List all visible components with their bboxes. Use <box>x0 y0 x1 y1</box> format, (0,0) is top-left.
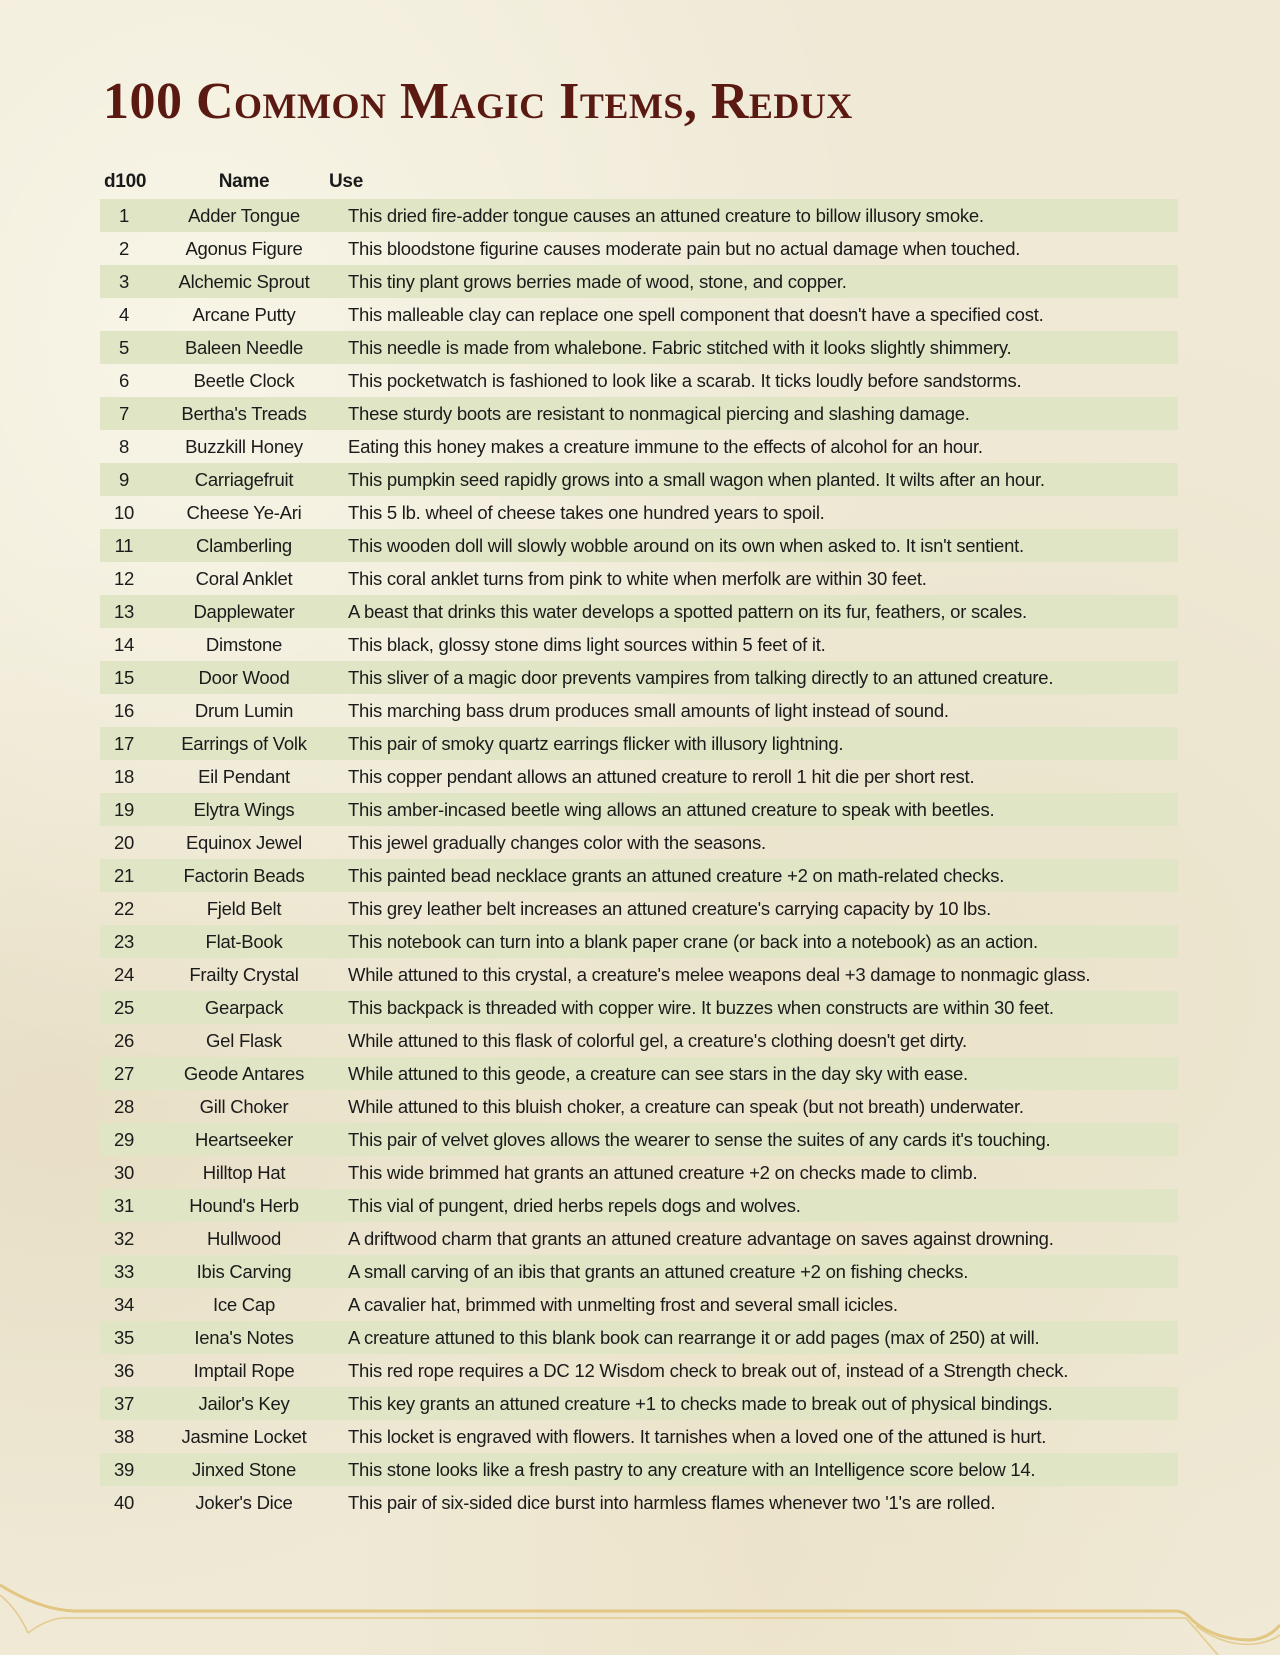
cell-name: Frailty Crystal <box>189 964 299 985</box>
cell-roll: 14 <box>113 634 135 655</box>
cell-use: This copper pendant allows an attuned creature to reroll 1 hit die per short rest. <box>348 766 975 787</box>
table-row <box>100 1420 1178 1453</box>
cell-name: Imptail Rope <box>193 1360 295 1381</box>
table-row <box>100 925 1178 958</box>
cell-use: A small carving of an ibis that grants an attuned creature +2 on fishing checks. <box>340 1255 1178 1288</box>
cell-name: Hullwood <box>206 1228 282 1249</box>
cell-roll: 27 <box>100 1057 148 1090</box>
cell-name: Earrings of Volk <box>148 727 340 760</box>
cell-use: This black, glossy stone dims light sources within 5 feet of it. <box>348 634 826 655</box>
cell-use: This pumpkin seed rapidly grows into a small wagon when planted. It wilts after an hour. <box>340 463 1178 496</box>
cell-name: Equinox Jewel <box>185 832 303 853</box>
cell-roll: 33 <box>100 1255 148 1288</box>
table-row <box>100 1123 1178 1156</box>
table-row <box>100 232 1178 265</box>
cell-roll: 39 <box>100 1453 148 1486</box>
table-row <box>100 1222 1178 1255</box>
table-row <box>100 892 1178 925</box>
cell-name: Jinxed Stone <box>148 1453 340 1486</box>
cell-use: This needle is made from whalebone. Fabric stitched with it looks slightly shimmery. <box>340 331 1178 364</box>
table-row <box>100 1189 1178 1222</box>
cell-name: Beetle Clock <box>193 370 295 391</box>
cell-roll: 38 <box>113 1426 135 1447</box>
table-row <box>100 331 1178 364</box>
cell-name: Geode Antares <box>148 1057 340 1090</box>
table-row <box>100 1024 1178 1057</box>
cell-roll: 6 <box>118 370 130 391</box>
table-row <box>100 958 1178 991</box>
cell-name: Arcane Putty <box>192 304 296 325</box>
cell-name: Eil Pendant <box>198 766 290 787</box>
cell-roll: 30 <box>113 1162 135 1183</box>
cell-roll: 16 <box>113 700 135 721</box>
cell-name: Dapplewater <box>148 595 340 628</box>
table-row <box>100 199 1178 232</box>
cell-use: This grey leather belt increases an attuned creature's carrying capacity by 10 lbs. <box>348 898 991 919</box>
cell-name: Iena's Notes <box>148 1321 340 1354</box>
cell-roll: 5 <box>100 331 148 364</box>
table-row <box>100 529 1178 562</box>
cell-name: Hilltop Hat <box>202 1162 286 1183</box>
table-row <box>100 661 1178 694</box>
cell-name: Door Wood <box>148 661 340 694</box>
cell-name: Buzzkill Honey <box>185 436 303 457</box>
table-row <box>100 1354 1178 1387</box>
cell-roll: 3 <box>100 265 148 298</box>
cell-roll: 11 <box>100 529 148 562</box>
cell-use: This sliver of a magic door prevents vampires from talking directly to an attuned creature. <box>340 661 1178 694</box>
cell-name: Clamberling <box>148 529 340 562</box>
table-row <box>100 1321 1178 1354</box>
cell-roll: 8 <box>118 436 130 457</box>
cell-name: Joker's Dice <box>195 1492 293 1513</box>
cell-use: This notebook can turn into a blank paper crane (or back into a notebook) as an action. <box>340 925 1178 958</box>
table-row <box>100 859 1178 892</box>
cell-use: This jewel gradually changes color with the seasons. <box>348 832 766 853</box>
table-row <box>100 826 1178 859</box>
cell-use: This pair of six-sided dice burst into harmless flames whenever two '1's are rolled. <box>348 1492 996 1513</box>
table-row <box>100 1090 1178 1123</box>
cell-use: A creature attuned to this blank book can rearrange it or add pages (max of 250) at will. <box>340 1321 1178 1354</box>
cell-use: This wooden doll will slowly wobble around on its own when asked to. It isn't sentient. <box>340 529 1178 562</box>
cell-roll: 20 <box>113 832 135 853</box>
table-row <box>100 430 1178 463</box>
table-row <box>100 496 1178 529</box>
border-line-left-curl <box>0 1585 1280 1640</box>
cell-roll: 10 <box>113 502 135 523</box>
header-use-label: Use <box>329 171 363 192</box>
cell-roll: 4 <box>118 304 130 325</box>
table-row <box>100 562 1178 595</box>
cell-use: This pair of smoky quartz earrings flicker with illusory lightning. <box>340 727 1178 760</box>
cell-name: Gel Flask <box>206 1030 282 1051</box>
table-row <box>100 1486 1178 1519</box>
cell-name: Jasmine Locket <box>181 1426 307 1447</box>
header-d100: d100 <box>104 171 147 192</box>
cell-use: These sturdy boots are resistant to nonmagical piercing and slashing damage. <box>340 397 1178 430</box>
table-row <box>100 1057 1178 1090</box>
table-row <box>100 1387 1178 1420</box>
cell-name: Baleen Needle <box>148 331 340 364</box>
table-row <box>100 265 1178 298</box>
cell-name: Alchemic Sprout <box>148 265 340 298</box>
cell-name: Agonus Figure <box>185 238 303 259</box>
cell-use: Eating this honey makes a creature immune to the effects of alcohol for an hour. <box>348 436 983 457</box>
cell-use: This backpack is threaded with copper wire. It buzzes when constructs are within 30 feet. <box>340 991 1178 1024</box>
cell-roll: 40 <box>113 1492 135 1513</box>
header-name-label: Name <box>218 171 270 192</box>
cell-use: This marching bass drum produces small amounts of light instead of sound. <box>348 700 949 721</box>
cell-use: This tiny plant grows berries made of wood, stone, and copper. <box>340 265 1178 298</box>
cell-name: Coral Anklet <box>195 568 293 589</box>
cell-roll: 29 <box>100 1123 148 1156</box>
cell-name: Gill Choker <box>199 1096 289 1117</box>
cell-use: A driftwood charm that grants an attuned creature advantage on saves against drowning. <box>348 1228 1054 1249</box>
cell-roll: 36 <box>113 1360 135 1381</box>
cell-roll: 32 <box>113 1228 135 1249</box>
cell-use: This wide brimmed hat grants an attuned creature +2 on checks made to climb. <box>348 1162 978 1183</box>
cell-name: Gearpack <box>148 991 340 1024</box>
table-body <box>100 199 1178 1519</box>
border-line-left-spike <box>0 1595 28 1633</box>
table-row <box>100 793 1178 826</box>
table-header-row <box>100 165 1178 199</box>
cell-name: Drum Lumin <box>194 700 294 721</box>
cell-name: Ice Cap <box>212 1294 275 1315</box>
cell-roll: 15 <box>100 661 148 694</box>
cell-roll: 2 <box>118 238 130 259</box>
cell-name: Elytra Wings <box>148 793 340 826</box>
cell-name: Cheese Ye-Ari <box>186 502 302 523</box>
cell-roll: 17 <box>100 727 148 760</box>
cell-roll: 7 <box>100 397 148 430</box>
cell-use: This bloodstone figurine causes moderate pain but no actual damage when touched. <box>348 238 1021 259</box>
cell-use: While attuned to this bluish choker, a creature can speak (but not breath) underwater. <box>348 1096 1024 1117</box>
cell-use: While attuned to this crystal, a creature's melee weapons deal +3 damage to nonmagic glass. <box>348 964 1091 985</box>
cell-name: Jailor's Key <box>148 1387 340 1420</box>
table-row <box>100 628 1178 661</box>
cell-use: This locket is engraved with flowers. It tarnishes when a loved one of the attuned is hurt. <box>348 1426 1047 1447</box>
table-row <box>100 1255 1178 1288</box>
cell-use: This pair of velvet gloves allows the wearer to sense the suites of any cards it's touching. <box>340 1123 1178 1156</box>
cell-roll: 25 <box>100 991 148 1024</box>
cell-name: Carriagefruit <box>148 463 340 496</box>
cell-name: Heartseeker <box>148 1123 340 1156</box>
cell-use: This red rope requires a DC 12 Wisdom check to break out of, instead of a Strength check. <box>348 1360 1069 1381</box>
table-row <box>100 1453 1178 1486</box>
cell-use: This 5 lb. wheel of cheese takes one hundred years to spoil. <box>348 502 825 523</box>
table-row <box>100 694 1178 727</box>
cell-name: Adder Tongue <box>148 199 340 232</box>
cell-name: Bertha's Treads <box>148 397 340 430</box>
cell-roll: 24 <box>113 964 135 985</box>
cell-use: This amber-incased beetle wing allows an attuned creature to speak with beetles. <box>340 793 1178 826</box>
cell-name: Flat-Book <box>148 925 340 958</box>
cell-roll: 28 <box>113 1096 135 1117</box>
table-row <box>100 298 1178 331</box>
table-row <box>100 760 1178 793</box>
cell-use: This key grants an attuned creature +1 to checks made to break out of physical bindings. <box>340 1387 1178 1420</box>
header-use <box>329 165 1178 199</box>
cell-name: Ibis Carving <box>148 1255 340 1288</box>
cell-roll: 34 <box>113 1294 135 1315</box>
cell-roll: 12 <box>113 568 135 589</box>
cell-roll: 23 <box>100 925 148 958</box>
cell-roll: 19 <box>100 793 148 826</box>
cell-use: This dried fire-adder tongue causes an attuned creature to billow illusory smoke. <box>340 199 1178 232</box>
cell-use: A beast that drinks this water develops a spotted pattern on its fur, feathers, or scales. <box>340 595 1178 628</box>
table-row <box>100 727 1178 760</box>
cell-roll: 22 <box>113 898 135 919</box>
table-row <box>100 595 1178 628</box>
magic-items-table <box>100 165 1178 1519</box>
cell-roll: 37 <box>100 1387 148 1420</box>
table-row <box>100 991 1178 1024</box>
table-row <box>100 364 1178 397</box>
cell-name: Dimstone <box>205 634 283 655</box>
border-line-inner <box>28 1618 1218 1655</box>
cell-use: This painted bead necklace grants an attuned creature +2 on math-related checks. <box>340 859 1178 892</box>
decorative-page-border <box>0 1540 1280 1655</box>
table-row <box>100 463 1178 496</box>
cell-use: This stone looks like a fresh pastry to any creature with an Intelligence score below 14. <box>340 1453 1178 1486</box>
cell-roll: 26 <box>113 1030 135 1051</box>
cell-name: Hound's Herb <box>148 1189 340 1222</box>
cell-use: While attuned to this flask of colorful gel, a creature's clothing doesn't get dirty. <box>348 1030 967 1051</box>
table-row <box>100 1288 1178 1321</box>
cell-roll: 35 <box>100 1321 148 1354</box>
cell-roll: 31 <box>100 1189 148 1222</box>
cell-use: This malleable clay can replace one spell component that doesn't have a specified cost. <box>348 304 1044 325</box>
table-row <box>100 397 1178 430</box>
cell-use: A cavalier hat, brimmed with unmelting frost and several small icicles. <box>348 1294 898 1315</box>
cell-name: Factorin Beads <box>148 859 340 892</box>
cell-roll: 21 <box>100 859 148 892</box>
cell-use: This coral anklet turns from pink to white when merfolk are within 30 feet. <box>348 568 927 589</box>
cell-roll: 13 <box>100 595 148 628</box>
cell-name: Fjeld Belt <box>206 898 282 919</box>
cell-use: This vial of pungent, dried herbs repels dogs and wolves. <box>340 1189 1178 1222</box>
header-name <box>148 165 340 199</box>
page-title: 100 Common Magic Items, Redux <box>103 73 853 130</box>
cell-roll: 1 <box>100 199 148 232</box>
cell-use: While attuned to this geode, a creature can see stars in the day sky with ease. <box>340 1057 1178 1090</box>
table-row <box>100 1156 1178 1189</box>
cell-roll: 18 <box>113 766 135 787</box>
cell-use: This pocketwatch is fashioned to look like a scarab. It ticks loudly before sandstorms. <box>348 370 1022 391</box>
cell-roll: 9 <box>100 463 148 496</box>
